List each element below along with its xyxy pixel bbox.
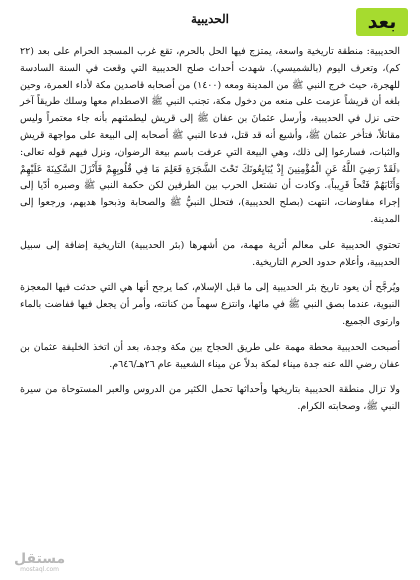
article-body — [20, 44, 400, 425]
paragraph-station: أصبحت الحديبية محطة مهمة على طريق الحجاج بين مكة وجدة، بعد أن اتخذ الخليفة عثمان بن عفان رضي الله عنه جدة ميناء لمكة بدلاً عن ميناء الشعيبة عام ٢٦هـ/٦٤٦م. — [20, 341, 400, 370]
paragraph-landmarks: تحتوي الحديبية على معالم أثرية مهمة، من أشهرها (بئر الحديبية) التاريخية إضافة إلى سبيل الحديبية، وأعلام حدود الحرم التاريخية. — [20, 239, 400, 268]
paragraph-intro: الحديبية: منطقة تاريخية واسعة، يمتزج فيها الحل بالحرم، تقع غرب المسجد الحرام على بعد (٢٢ كم)، وتعرف اليوم (بالشميسي). شهدت أحداث صلح الحديبية التي وقعت في السنة السادسة للهجرة، حيث خرج النبي ﷺ من المدينة ومعه (١٤٠٠) من أصحابه قاصدين مكة لأداء العمرة، وحين بلغه أن قريشاً عزمت على منعه من دخول مكة، تجنب النبي ﷺ الاصطدام معها وسلك طريقاً آخر حتى نزل في الحديبية، وأرسل عثمانَ بن عفان ﷺ إلى قريش ليطمئنهم بأنه جاء معتمراً وليس مقاتلاً، فتأخر عثمان ﷺ، وأشيع أنه قد قتل، فدعا النبي ﷺ أصحابه إلى البيعة على مواجهة قريش والثبات، فسارعوا إلى ذلك، وهي البيعة التي عرفت باسم بيعة الرضوان، ونزل فيهم قوله تعالى: ﴿لَقَدْ رَضِيَ اللَّهُ عَنِ الْمُؤْمِنِينَ إِذْ يُبَايِعُونَكَ تَحْتَ الشَّجَرَةِ فَعَلِمَ مَا فِي قُلُوبِهِمْ فَأَنْزَلَ السَّكِينَةَ عَلَيْهِمْ وَأَثَابَهُمْ فَتْحاً قَرِيباً﴾. وكادت أن تشتعل الحرب بين الطرفين لكن حكمة النبي ﷺ وصبره أدّيا إلى إجراء مفاوضات، انتهت (بصلح الحديبية)، فتحلل النبيُّ ﷺ والصحابة وذبحوا هديهم، ورجعوا إلى المدينة. — [20, 46, 400, 225]
section-badge: بعد — [356, 8, 408, 36]
paragraph-well: ويُرجَّح أن يعود تاريخ بئر الحديبية إلى ما قبل الإسلام، كما يرجح أنها هي التي حدثت فيها المعجزة النبوية، عندما بصق النبي ﷺ في مائها، وانتزع سهماً من كنانته، وأمر أن يجعل فيها ففاضت بالماء وارتوى الجميع. — [20, 282, 400, 327]
watermark-domain: mostaql.com — [20, 566, 60, 573]
paragraph-lessons: ولا تزال منطقة الحديبية بتاريخها وأحداثها تحمل الكثير من الدروس والعبر المستوحاة من سيرة النبي ﷺ، وصحابته الكرام. — [20, 384, 400, 413]
site-watermark — [14, 552, 65, 574]
page-title: الحديبية — [190, 12, 230, 26]
watermark-logo: مستقل — [14, 551, 66, 567]
